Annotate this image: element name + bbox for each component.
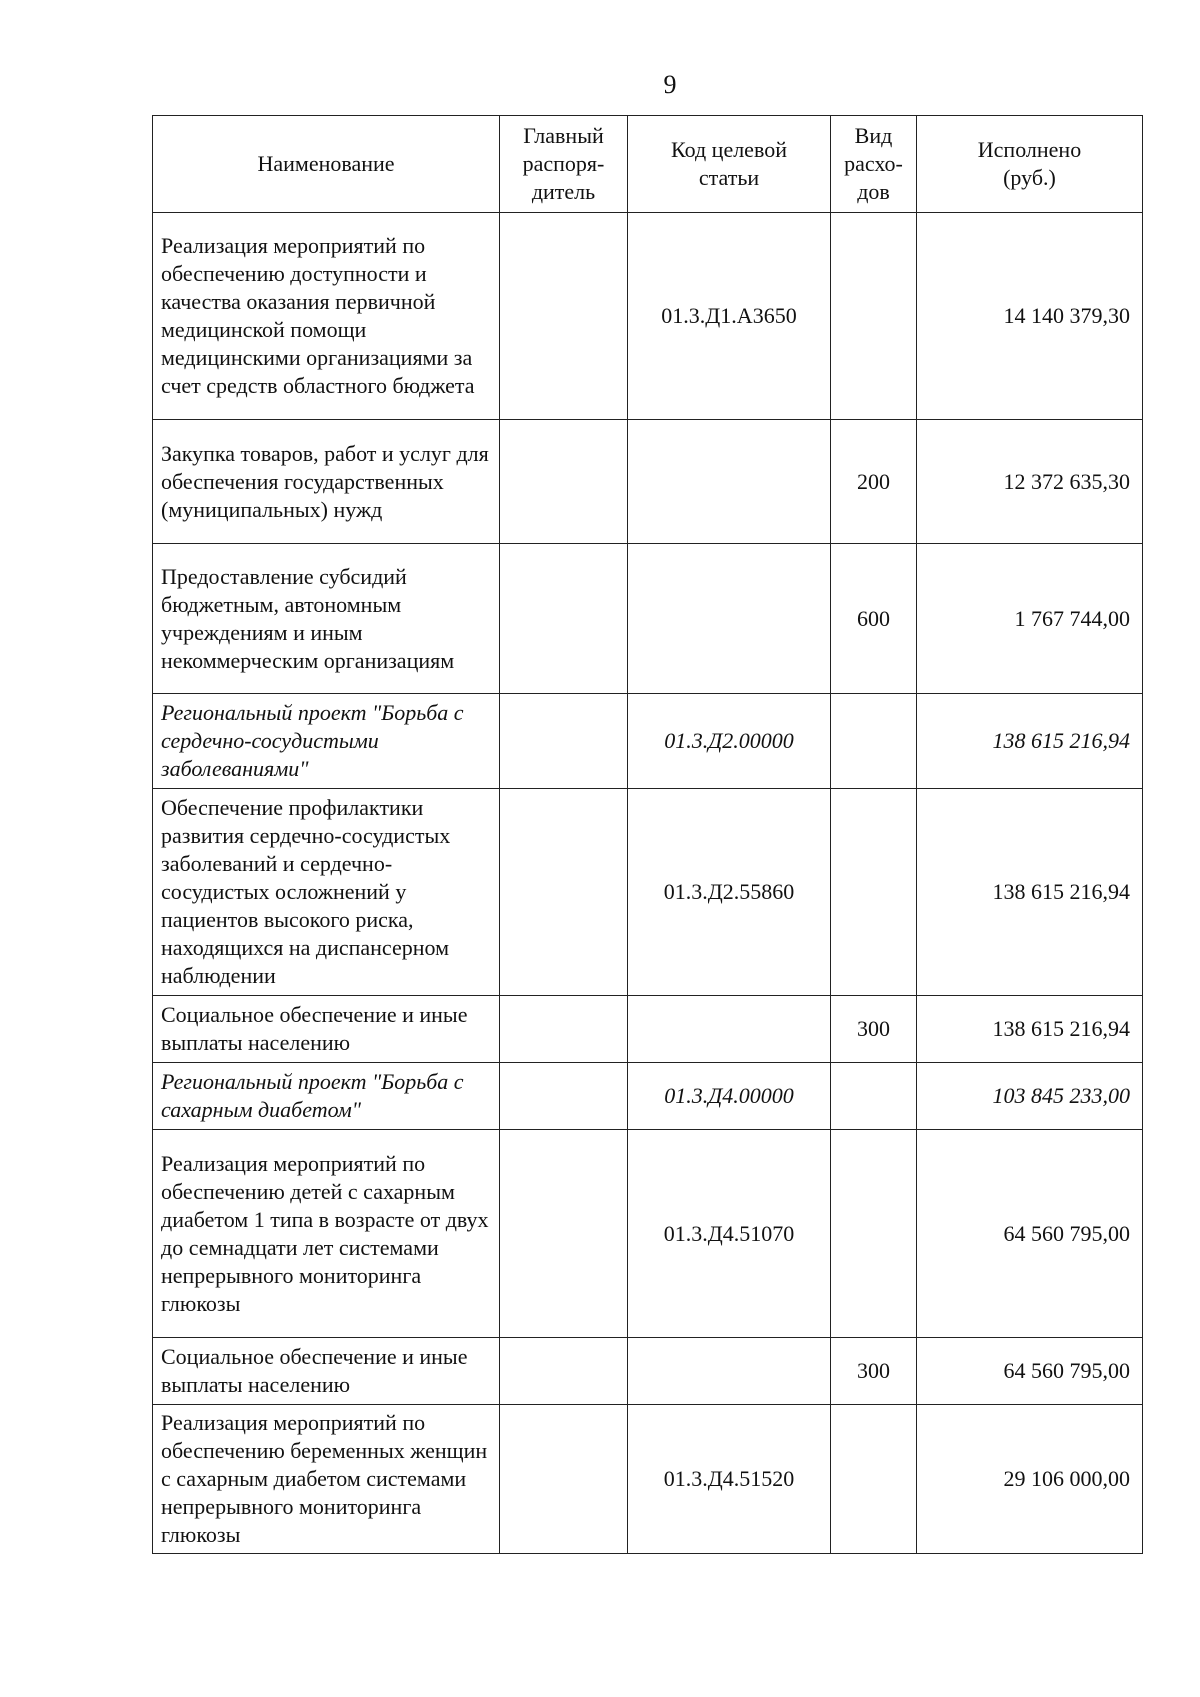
cell-manager xyxy=(500,213,628,420)
cell-kind xyxy=(831,1130,917,1338)
cell-executed: 138 615 216,94 xyxy=(917,694,1143,789)
cell-name: Реализация мероприятий по обеспечению беременных женщин с сахарным диабетом системами непрерывного мониторинга глюкозы xyxy=(153,1405,500,1554)
cell-manager xyxy=(500,789,628,996)
cell-name: Обеспечение профилактики развития сердечно-сосудистых заболеваний и сердечно-сосудистых осложнений у пациентов высокого риска, находящихся на диспансерном наблюдении xyxy=(153,789,500,996)
budget-table xyxy=(152,115,1143,1554)
cell-name: Реализация мероприятий по обеспечению детей с сахарным диабетом 1 типа в возрасте от двух до семнадцати лет системами непрерывного мониторинга глюкозы xyxy=(153,1130,500,1338)
header-kind: Вид расхо- дов xyxy=(831,116,917,213)
cell-kind: 200 xyxy=(831,420,917,544)
cell-kind xyxy=(831,789,917,996)
cell-name: Реализация мероприятий по обеспечению доступности и качества оказания первичной медицинской помощи медицинскими организациями за счет средств областного бюджета xyxy=(153,213,500,420)
cell-kind xyxy=(831,213,917,420)
cell-code: 01.3.Д4.51070 xyxy=(628,1130,831,1338)
cell-executed: 29 106 000,00 xyxy=(917,1405,1143,1554)
cell-kind: 600 xyxy=(831,544,917,694)
cell-manager xyxy=(500,544,628,694)
cell-executed: 64 560 795,00 xyxy=(917,1130,1143,1338)
cell-name: Региональный проект "Борьба с сахарным диабетом" xyxy=(153,1063,500,1130)
cell-name: Закупка товаров, работ и услуг для обеспечения государственных (муниципальных) нужд xyxy=(153,420,500,544)
cell-kind xyxy=(831,1405,917,1554)
cell-manager xyxy=(500,1063,628,1130)
cell-name: Региональный проект "Борьба с сердечно-сосудистыми заболеваниями" xyxy=(153,694,500,789)
table-row xyxy=(153,213,1143,420)
table-row xyxy=(153,544,1143,694)
cell-code xyxy=(628,996,831,1063)
cell-kind: 300 xyxy=(831,996,917,1063)
header-code: Код целевой статьи xyxy=(628,116,831,213)
table-row xyxy=(153,1338,1143,1405)
cell-manager xyxy=(500,420,628,544)
cell-manager xyxy=(500,694,628,789)
cell-code: 01.3.Д2.00000 xyxy=(628,694,831,789)
table-row xyxy=(153,694,1143,789)
cell-code xyxy=(628,420,831,544)
cell-manager xyxy=(500,1130,628,1338)
cell-code: 01.3.Д4.51520 xyxy=(628,1405,831,1554)
header-executed: Исполнено (руб.) xyxy=(917,116,1143,213)
table-row xyxy=(153,420,1143,544)
cell-executed: 138 615 216,94 xyxy=(917,789,1143,996)
cell-executed: 138 615 216,94 xyxy=(917,996,1143,1063)
cell-code: 01.3.Д1.А3650 xyxy=(628,213,831,420)
cell-kind xyxy=(831,1063,917,1130)
cell-manager xyxy=(500,1338,628,1405)
header-name: Наименование xyxy=(153,116,500,213)
cell-executed: 12 372 635,30 xyxy=(917,420,1143,544)
cell-executed: 64 560 795,00 xyxy=(917,1338,1143,1405)
header-manager: Главный распоря- дитель xyxy=(500,116,628,213)
cell-executed: 1 767 744,00 xyxy=(917,544,1143,694)
cell-kind: 300 xyxy=(831,1338,917,1405)
table-row xyxy=(153,789,1143,996)
table-row xyxy=(153,1063,1143,1130)
cell-name: Социальное обеспечение и иные выплаты населению xyxy=(153,1338,500,1405)
page-number: 9 xyxy=(663,70,677,99)
table-row xyxy=(153,1405,1143,1554)
cell-name: Социальное обеспечение и иные выплаты населению xyxy=(153,996,500,1063)
cell-code xyxy=(628,544,831,694)
cell-name: Предоставление субсидий бюджетным, автономным учреждениям и иным некоммерческим организациям xyxy=(153,544,500,694)
cell-code xyxy=(628,1338,831,1405)
table-header-row xyxy=(153,116,1143,213)
cell-code: 01.3.Д2.55860 xyxy=(628,789,831,996)
table-row xyxy=(153,996,1143,1063)
cell-executed: 14 140 379,30 xyxy=(917,213,1143,420)
cell-kind xyxy=(831,694,917,789)
table-row xyxy=(153,1130,1143,1338)
cell-manager xyxy=(500,996,628,1063)
cell-code: 01.3.Д4.00000 xyxy=(628,1063,831,1130)
cell-executed: 103 845 233,00 xyxy=(917,1063,1143,1130)
cell-manager xyxy=(500,1405,628,1554)
